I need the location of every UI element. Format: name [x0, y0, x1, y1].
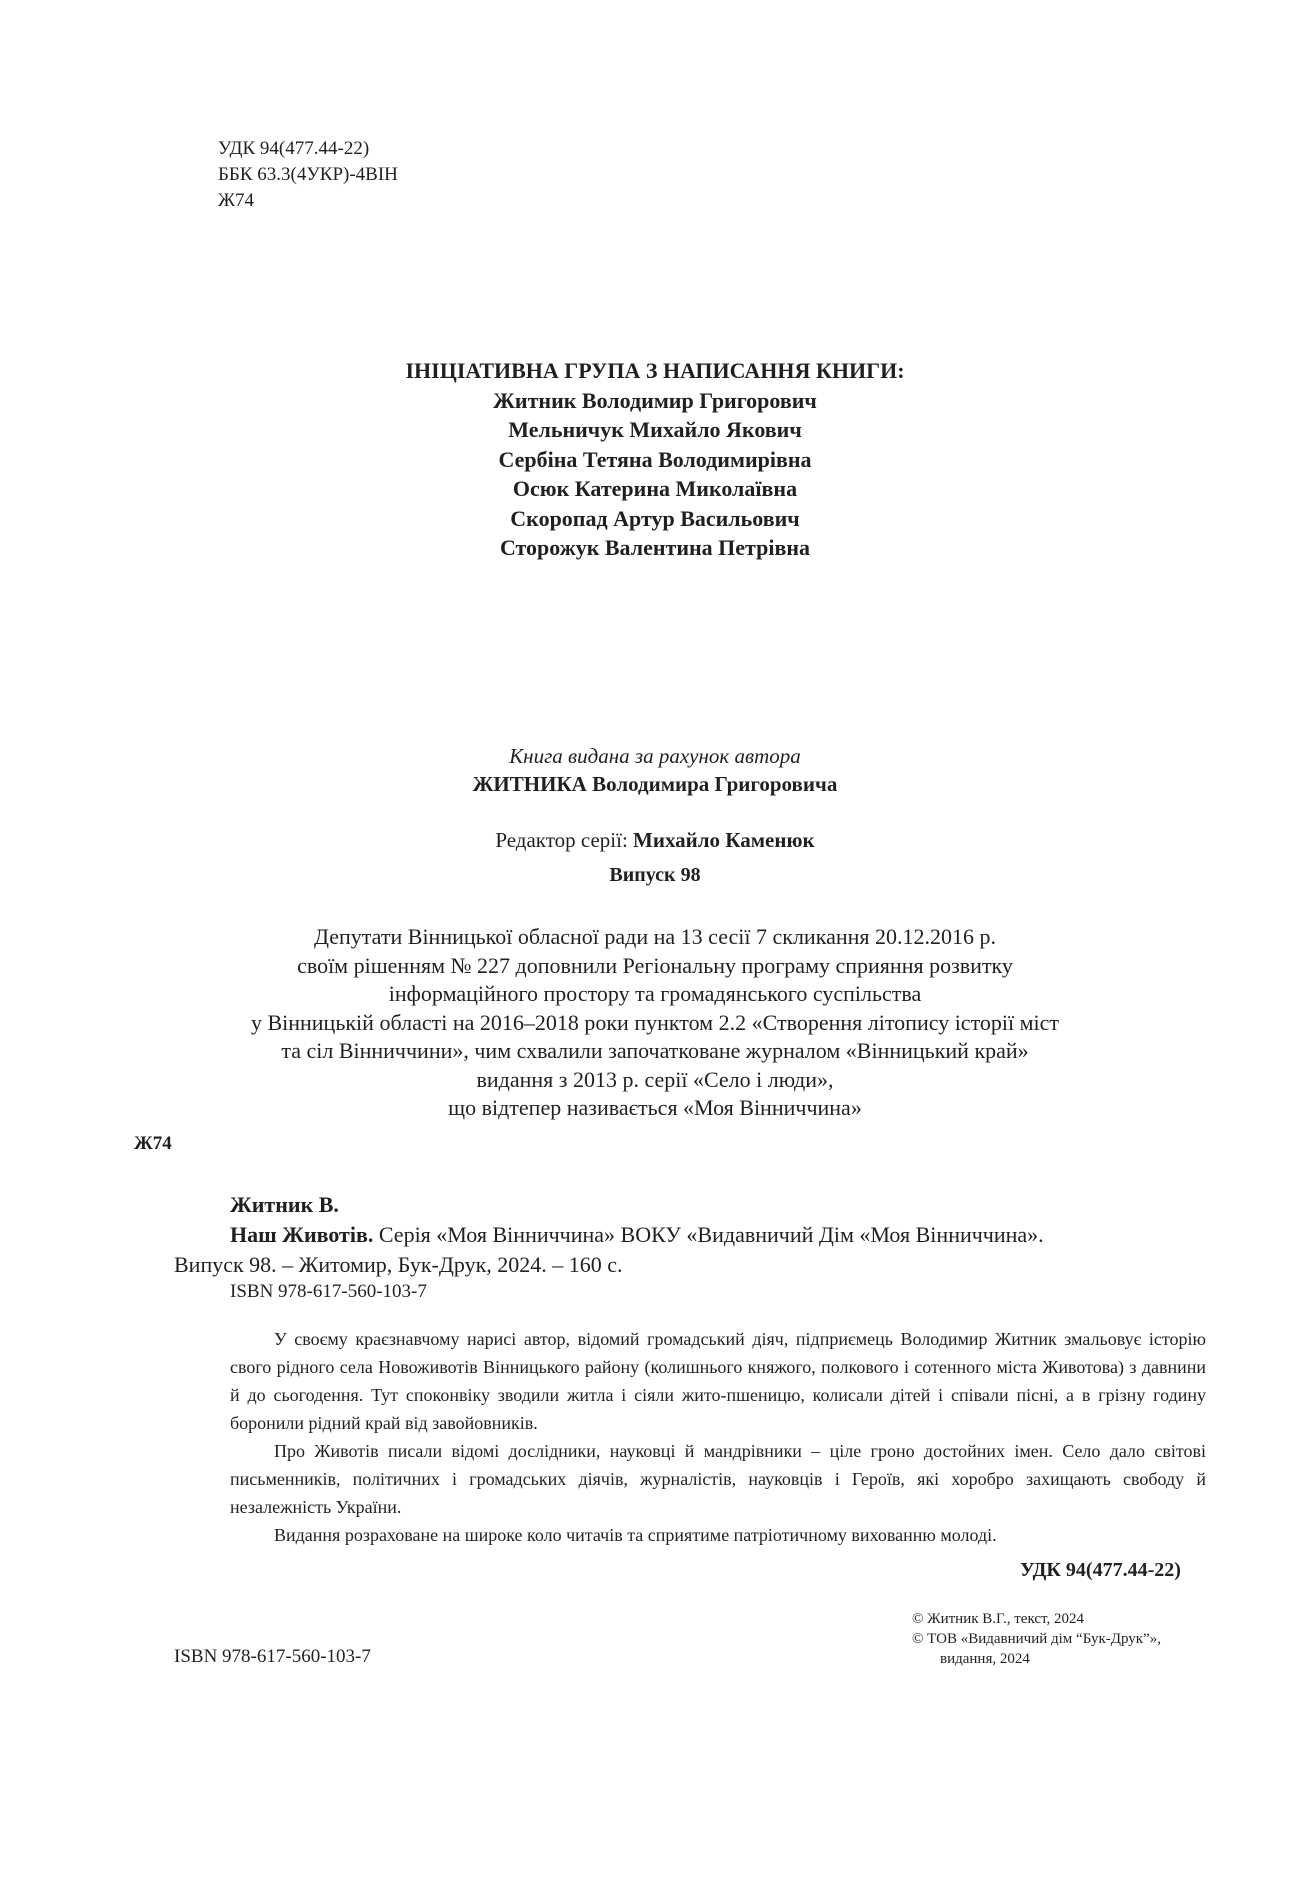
bib-author: Житник В.: [230, 1192, 339, 1217]
annotation-paragraph: У своєму краєзнавчому нарисі автор, відомий громадський діяч, підприємець Володимир Житник змальовує історію свого рідного села Новоживотів Вінницького району (колишнього княжого, полкового і сотенного міста Животова) з давнини й до сьогодення. Тут споконвіку зводили житла і сіяли жито-пшеницю, колисали дітей і співали пісні, а в грізну годину боронили рідний край від завойовників.: [230, 1329, 1206, 1433]
funding-note: [0, 742, 1310, 798]
group-member: Сторожук Валентина Петрівна: [499, 535, 811, 560]
bib-imprint: Випуск 98. – Житомир, Бук-Друк, 2024. – 160 с.: [174, 1252, 623, 1277]
funding-line: Книга видана за рахунок автора: [509, 744, 801, 768]
deputies-paragraph: [0, 923, 1310, 1123]
group-member: Осюк Катерина Миколаївна: [512, 476, 798, 501]
annotation: [230, 1325, 1206, 1549]
deputies-line: що відтепер називається «Моя Вінниччина»: [448, 1095, 862, 1120]
bbk-code: ББК 63.3(4УКР)-4ВІН: [218, 164, 398, 185]
group-member: Житник Володимир Григорович: [493, 387, 817, 413]
copyright-line: © ТОВ «Видавничий дім “Бук-Друк”»,: [912, 1631, 1161, 1647]
annotation-paragraph: Видання розраховане на широке коло читачів та сприятиме патріотичному вихованню молоді.: [274, 1525, 997, 1545]
deputies-line: інформаційного простору та громадянського суспільства: [388, 981, 922, 1006]
initiative-group-heading: ІНІЦІАТИВНА ГРУПА З НАПИСАННЯ КНИГИ:: [405, 358, 905, 383]
bib-series: Серія «Моя Вінниччина» ВОКУ «Видавничий Дім «Моя Вінниччина».: [373, 1222, 1044, 1247]
classification-codes: [218, 136, 398, 214]
copyright-line: © Житник В.Г., текст, 2024: [912, 1611, 1084, 1627]
udk-bottom: УДК 94(477.44-22): [1020, 1559, 1181, 1581]
bib-isbn: ISBN 978-617-560-103-7: [230, 1281, 427, 1302]
author-sign: Ж74: [218, 190, 255, 211]
initiative-group: [0, 356, 1310, 563]
series-editor: [0, 826, 1310, 854]
udk-code: УДК 94(477.44-22): [218, 138, 370, 159]
bib-title-line: [174, 1220, 1214, 1250]
author-sign-marker: Ж74: [134, 1133, 172, 1154]
series-editor-name: Михайло Каменюк: [633, 828, 815, 852]
deputies-line: своїм рішенням № 227 доповнили Регіональну програму сприяння розвитку: [297, 952, 1013, 978]
deputies-line: Депутати Вінницької обласної ради на 13 сесії 7 скликання 20.12.2016 р.: [313, 924, 996, 949]
group-member: Скоропад Артур Васильович: [510, 505, 800, 531]
bibliographic-record: [174, 1190, 1214, 1304]
group-member: Сербіна Тетяна Володимирівна: [498, 446, 812, 472]
deputies-line: видання з 2013 р. серії «Село і люди»,: [476, 1066, 834, 1092]
issue-number: Випуск 98: [609, 864, 701, 886]
series-editor-label: Редактор серії:: [495, 828, 628, 852]
group-member: Мельничук Михайло Якович: [508, 417, 802, 442]
copyright-block: [912, 1609, 1161, 1669]
bib-title: Наш Животів.: [230, 1222, 374, 1247]
annotation-paragraph: Про Животів писали відомі дослідники, науковці й мандрівники – ціле гроно достойних імен. Село дало світові письменників, політичних і громадських діячів, журналістів, науковців і Героїв, які хоробро захищають свободу й незалежність України.: [230, 1441, 1206, 1517]
funding-author: ЖИТНИКА Володимира Григоровича: [472, 772, 838, 796]
isbn-bottom: ISBN 978-617-560-103-7: [174, 1646, 371, 1667]
deputies-line: та сіл Вінниччини», чим схвалили започатковане журналом «Вінницький край»: [281, 1038, 1029, 1063]
copyright-line: видання, 2024: [940, 1651, 1030, 1667]
deputies-line: у Вінницькій області на 2016–2018 роки пунктом 2.2 «Створення літопису історії міст: [250, 1009, 1060, 1035]
